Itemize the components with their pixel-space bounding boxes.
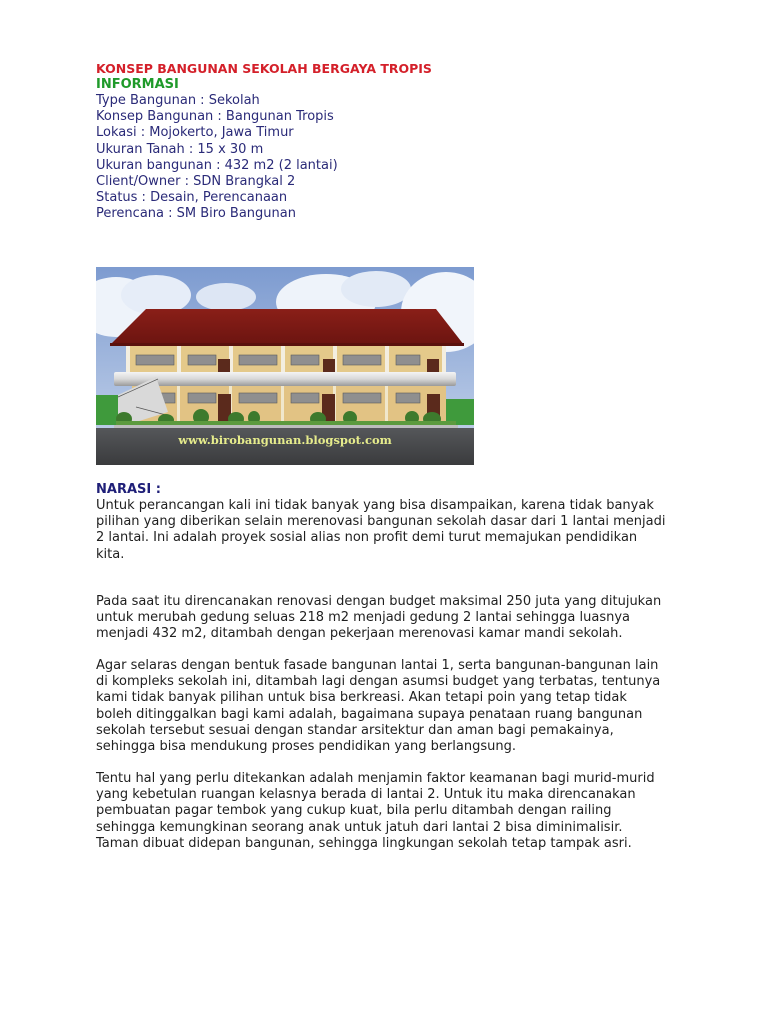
info-item-client: Client/Owner : SDN Brangkal 2 [96,174,296,190]
info-item-land-size: Ukuran Tanah : 15 x 30 m [96,141,264,157]
paragraph-line: 2 lantai. Ini adalah proyek sosial alias non profit demi turut memajukan pendidikan [96,530,638,546]
paragraph-line: yang kebetulan ruangan kelasnya berada di lantai 2. Untuk itu maka direncanakan [96,787,636,803]
info-item-type: Type Bangunan : Sekolah [96,93,260,108]
paragraph-line: di kompleks sekolah ini, ditambah lagi dengan asumsi budget yang terbatas, tentunya [96,674,661,690]
paragraph-line: sekolah tersebut sesuai dengan standar arsitektur dan aman bagi pemakainya, [96,722,614,738]
info-list [96,93,338,223]
paragraph-line: Untuk perancangan kali ini tidak banyak yang bisa disampaikan, karena tidak banyak [96,498,654,513]
paragraph-3 [96,658,716,755]
info-item-status: Status : Desain, Perencanaan [96,190,288,206]
paragraph-line: Taman dibuat didepan bangunan, sehingga lingkungan sekolah tetap tampak asri. [96,835,632,851]
paragraph-line: Tentu hal yang perlu ditekankan adalah menjamin faktor keamanan bagi murid-murid [96,771,655,786]
paragraph-line: menjadi 432 m2, ditambah dengan pekerjaan merenovasi kamar mandi sekolah. [96,626,623,642]
building-rendering-image [96,267,474,465]
paragraph-line: kami tidak banyak pilihan untuk bisa berkreasi. Akan tetapi poin yang tetap tidak [96,690,627,706]
paragraph-4 [96,771,716,852]
paragraph-line: pilihan yang diberikan selain merenovasi bangunan sekolah dasar dari 1 lantai menjadi [96,514,666,530]
paragraph-line: boleh ditinggalkan bagi kami adalah, bagaimana supaya penataan ruang bangunan [96,706,643,722]
paragraph-line: sehingga bisa mendukung proses pendidikan yang berlangsung. [96,739,516,755]
paragraph-line: sehingga kemungkinan seorang anak untuk jatuh dari lantai 2 bisa diminimalisir. [96,819,623,835]
info-item-location: Lokasi : Mojokerto, Jawa Timur [96,125,294,141]
narasi-heading: NARASI : [96,482,161,497]
info-item-concept: Konsep Bangunan : Bangunan Tropis [96,109,334,125]
info-item-building-size: Ukuran bangunan : 432 m2 (2 lantai) [96,157,338,173]
paragraph-line: pembuatan pagar tembok yang cukup kuat, bila perlu ditambah dengan railing [96,803,612,819]
paragraph-2 [96,594,716,643]
info-heading: INFORMASI [96,77,179,92]
paragraph-line: untuk merubah gedung seluas 218 m2 menjadi gedung 2 lantai sehingga luasnya [96,610,631,626]
paragraph-line: Agar selaras dengan bentuk fasade bangunan lantai 1, serta bangunan-bangunan lain [96,658,659,673]
paragraph-line: kita. [96,546,125,562]
document-title: KONSEP BANGUNAN SEKOLAH BERGAYA TROPIS [96,61,432,76]
info-item-planner: Perencana : SM Biro Bangunan [96,206,296,222]
paragraph-line: Pada saat itu direncanakan renovasi dengan budget maksimal 250 juta yang ditujukan [96,594,662,609]
image-watermark: www.birobangunan.blogspot.com [178,433,392,447]
paragraph-1 [96,498,716,563]
